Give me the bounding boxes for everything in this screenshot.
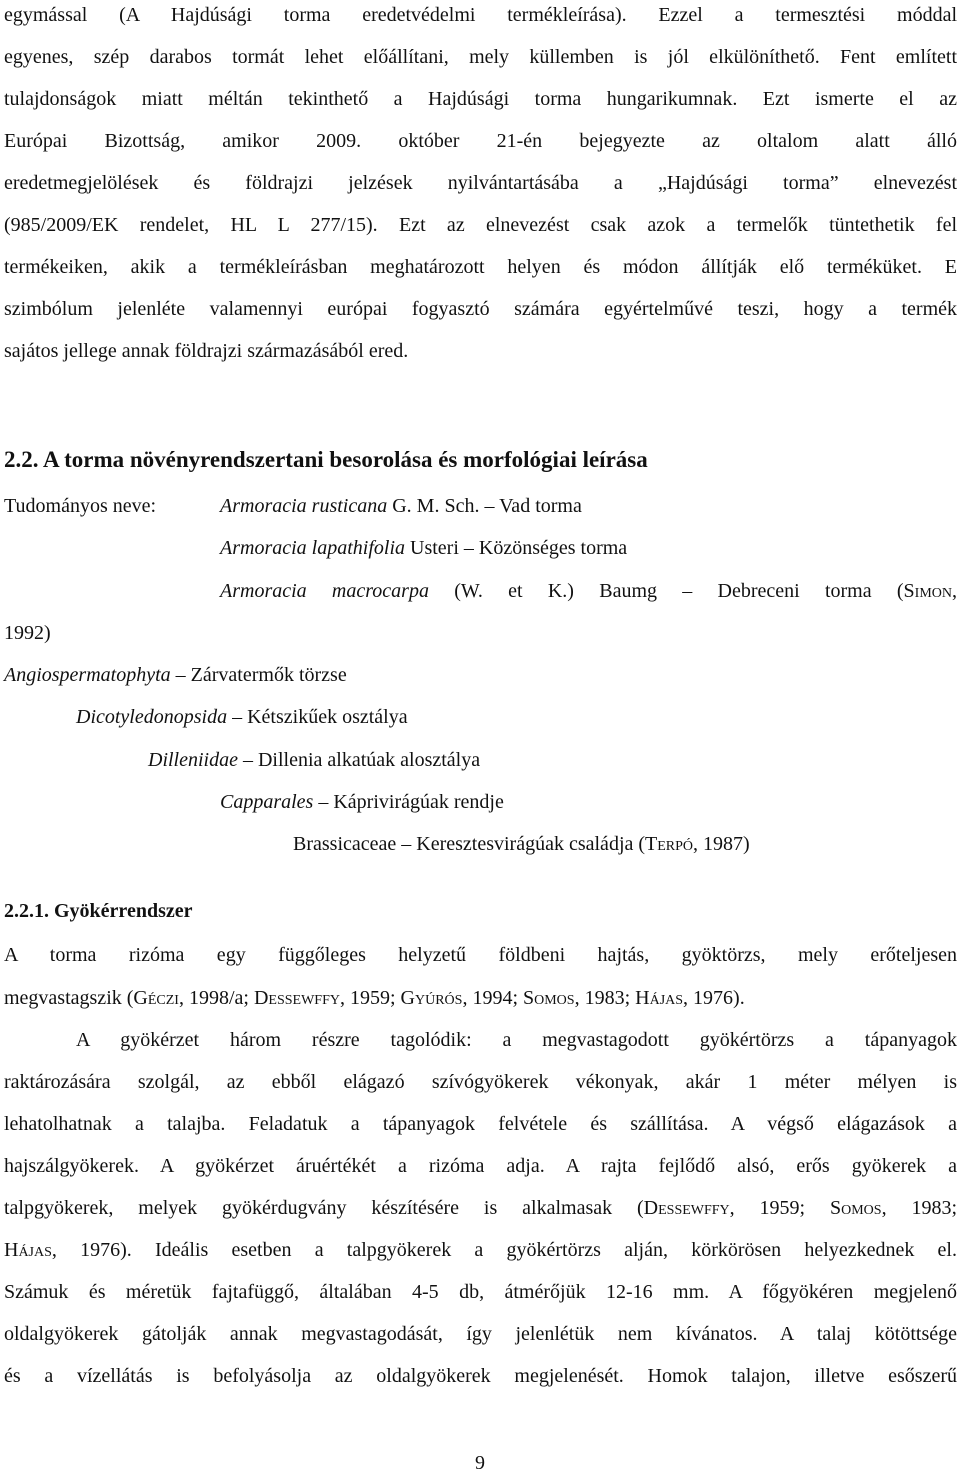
text-run: , 1994; xyxy=(462,987,523,1009)
text-run: , 1959; xyxy=(339,987,401,1009)
taxon-rest: – Zárvatermők törzse xyxy=(170,664,347,686)
text-run: , 1976). Ideális esetben a talpgyökerek a gyökértörzs alján, körkörösen helyezkednek el. xyxy=(51,1239,957,1261)
taxon-rest: G. M. Sch. – Vad torma xyxy=(387,495,582,517)
scientific-name-line xyxy=(220,576,957,606)
paragraph-line xyxy=(4,983,745,1013)
taxonomy-order xyxy=(220,787,504,817)
taxon-italic: Armoracia lapathifolia xyxy=(220,537,405,559)
text-run: talpgyökerek, melyek gyökérdugvány készítésére is alkalmasak ( xyxy=(4,1197,644,1219)
paragraph-line xyxy=(4,1193,957,1223)
paragraph-line: egyenes, szép darabos tormát lehet előállítani, mely küllemben is jól elkülöníthető. Fent említett xyxy=(4,46,957,68)
paragraph-line: Számuk és méretük fajtafüggő, általában 4-5 db, átmérőjük 12-16 mm. A főgyökéren megjelenő xyxy=(4,1281,957,1303)
taxon-rest: (W. et K.) Baumg – Debreceni torma ( xyxy=(428,580,904,602)
author-name: Dessewffy xyxy=(643,1197,730,1219)
paragraph-line: lehatolhatnak a talajba. Feladatuk a tápanyagok felvétele és szállítása. A végső elágazások a xyxy=(4,1113,957,1135)
paragraph-line xyxy=(4,1235,957,1265)
taxon-rest: – Kétszikűek osztálya xyxy=(227,706,408,728)
scientific-name-line xyxy=(220,533,627,563)
taxonomy-division xyxy=(4,660,347,690)
page-number: 9 xyxy=(475,1452,485,1474)
text-run: , 1983; xyxy=(574,987,636,1009)
paragraph-line: szimbólum jelenléte valamennyi európai fogyasztó számára egyértelművé teszi, hogy a termék xyxy=(4,298,957,320)
paragraph-line: oldalgyökerek gátolják annak megvastagodását, így jelenlétük nem kívánatos. A talaj kötöttsége xyxy=(4,1323,957,1345)
text-run: , 1959; xyxy=(729,1197,830,1219)
taxon-italic: Angiospermatophyta xyxy=(4,664,171,686)
taxonomy-subclass xyxy=(148,745,480,775)
punctuation: , xyxy=(952,580,957,602)
author-name: Gyúrós xyxy=(400,987,463,1009)
family-text: Brassicaceae – Keresztesvirágúak családja ( xyxy=(293,833,646,855)
paragraph-line: A gyökérzet három részre tagolódik: a megvastagodott gyökértörzs a tápanyagok xyxy=(76,1029,957,1051)
taxon-italic: Dicotyledonopsida xyxy=(76,706,228,728)
paragraph-line: termékeiken, akik a termékleírásban meghatározott helyen és módon állítják elő terméküket. E xyxy=(4,256,957,278)
paragraph-line: Európai Bizottság, amikor 2009. október 21-én bejegyezte az oltalom alatt álló xyxy=(4,130,957,152)
author-name: Géczi xyxy=(133,987,179,1009)
paragraph-line: (985/2009/EK rendelet, HL L 277/15). Ezt az elnevezést csak azok a termelők tüntethetik fel xyxy=(4,214,957,236)
author-name: Terpó xyxy=(645,833,694,855)
scientific-name-line xyxy=(220,491,582,521)
author-name: Dessewffy xyxy=(253,987,340,1009)
taxon-italic: Armoracia rusticana xyxy=(220,495,388,517)
subsection-heading: 2.2.1. Gyökérrendszer xyxy=(4,900,193,922)
paragraph-line: raktározására szolgál, az ebből elágazó szívógyökerek vékonyak, akár 1 méter mélyen is xyxy=(4,1071,957,1093)
taxon-rest: – Dillenia alkatúak alosztálya xyxy=(237,749,481,771)
taxonomy-class xyxy=(76,702,408,732)
author-name: Hájas xyxy=(635,987,684,1009)
section-heading: 2.2. A torma növényrendszertani besorolása és morfológiai leírása xyxy=(4,447,648,472)
taxon-italic: Armoracia macrocarpa xyxy=(220,580,429,602)
taxonomy-family xyxy=(293,829,750,859)
paragraph-line: és a vízellátás is befolyásolja az oldalgyökerek megjelenését. Homok talajon, illetve esőszerű xyxy=(4,1365,957,1387)
text-run: , 1983; xyxy=(881,1197,958,1219)
paragraph-line: A torma rizóma egy függőleges helyzetű földbeni hajtás, gyöktörzs, mely erőteljesen xyxy=(4,944,957,966)
paragraph-line: tulajdonságok miatt méltán tekinthető a Hajdúsági torma hungarikumnak. Ezt ismerte el az xyxy=(4,88,957,110)
text-run: , 1998/a; xyxy=(178,987,254,1009)
text-run: megvastagszik ( xyxy=(4,987,134,1009)
author-name: Hájas xyxy=(4,1239,52,1261)
paragraph-line: egymással (A Hajdúsági torma eredetvédelmi termékleírása). Ezzel a termesztési móddal xyxy=(4,4,957,26)
taxon-rest: Usteri – Közönséges torma xyxy=(405,537,628,559)
paragraph-line: eredetmegjelölések és földrajzi jelzések nyilvántartásába a „Hajdúsági torma” elnevezést xyxy=(4,172,957,194)
taxon-italic: Capparales xyxy=(220,791,314,813)
paragraph-line: hajszálgyökerek. A gyökérzet áruértékét a rizóma adja. A rajta fejlődő alsó, erős gyökerek a xyxy=(4,1155,957,1177)
text-run: , 1976). xyxy=(683,987,745,1009)
paragraph-line: sajátos jellege annak földrajzi származásából ered. xyxy=(4,340,409,362)
author-name: Simon xyxy=(903,580,952,602)
taxon-italic: Dilleniidae xyxy=(148,749,238,771)
year-line: 1992) xyxy=(4,622,51,644)
author-name: Somos xyxy=(523,987,575,1009)
family-end: , 1987) xyxy=(693,833,750,855)
scientific-name-label: Tudományos neve: xyxy=(4,495,157,517)
author-name: Somos xyxy=(830,1197,882,1219)
taxon-rest: – Káprivirágúak rendje xyxy=(313,791,504,813)
